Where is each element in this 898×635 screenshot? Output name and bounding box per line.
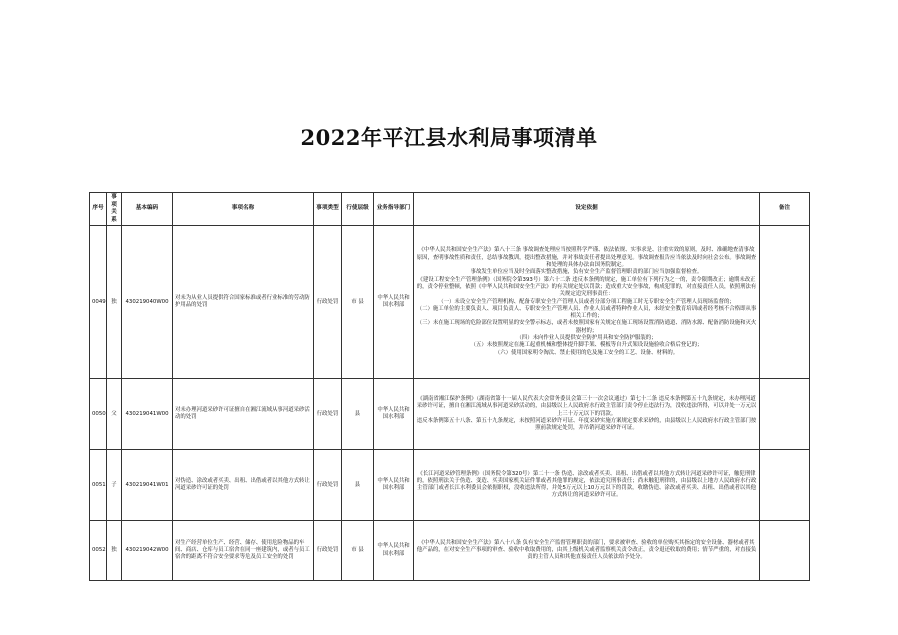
cell-code: 430219041W01 xyxy=(122,450,173,521)
cell-basis xyxy=(414,521,760,581)
basis-paragraph: （二）施工单位的主要负责人、项目负责人、专职安全生产管理人员、作业人员或者特种作业人员，未经安全教育培训或者经考核不合格即从事相关工作的； xyxy=(416,305,757,320)
table-header-row xyxy=(90,193,810,226)
cell-name: 对未为从业人员提供符合国家标准或者行业标准的劳动防护用品的处罚 xyxy=(173,226,314,379)
header-name: 事项名称 xyxy=(173,193,314,226)
cell-name: 对伪造、涂改或者买卖、出租、出借或者以其他方式转让河道采砂许可证的处罚 xyxy=(173,450,314,521)
basis-paragraph: （五）未按照规定在施工起重机械和整体提升脚手架、模板等自升式架设设施验收合格后登记的； xyxy=(470,342,703,349)
header-code: 基本编码 xyxy=(122,193,173,226)
basis-paragraph: （四）未向作业人员提供安全防护用具和安全防护服装的； xyxy=(516,335,657,342)
table-row xyxy=(90,379,810,450)
header-note: 备注 xyxy=(760,193,810,226)
cell-name: 对生产经营单位生产、经营、储存、使用危险物品的车间、商店、仓库与员工宿舍在同一座建筑内，或者与员工宿舍的距离不符合安全要求等危及员工安全的处罚 xyxy=(173,521,314,581)
cell-no: 0051 xyxy=(90,450,107,521)
basis-paragraph: 《中华人民共和国安全生产法》第八十三条 事故调查处理应当按照科学严谨、依法依规、实事求是、注重实效的原则，及时、准确地查清事故原因，查明事故性质和责任，总结事故教训，提出整改措施，并对事故责任者提出处理意见。事故调查报告应当依法及时向社会公布。事故调查和处理的具体办法由国务院制定。 xyxy=(416,247,757,269)
cell-note xyxy=(760,226,810,379)
page-title: 2022年平江县水利局事项清单 xyxy=(300,125,598,150)
cell-dept: 中华人民共和国水利部 xyxy=(374,379,414,450)
cell-level: 市 县 xyxy=(342,521,374,581)
cell-no: 0050 xyxy=(90,379,107,450)
basis-paragraph: 《建设工程安全生产管理条例》（国务院令第393号）第六十二条 违反本条例的规定，施工单位有下列行为之一的，责令限期改正；逾期未改正的，责令停业整顿，依照《中华人民共和国安全生产法》的有关规定处以罚款；造成重大安全事故，构成犯罪的，对直接责任人员，依照刑法有关规定追究刑事责任： xyxy=(416,276,757,298)
basis-paragraph: 《湖南省湘江保护条例》（湖南省第十一届人民代表大会常务委员会第三十一次会议通过）第七十二条 违反本条例第五十九条规定，未办理河道采砂许可证，擅自在湘江流域从事河道采砂活动的，由县级以上人民政府水行政主管部门责令停止违法行为，没收违法所得，可以并处一万元以上三十万元以下的罚款。 xyxy=(416,395,757,417)
cell-relation: 子 xyxy=(107,450,122,521)
cell-basis xyxy=(414,379,760,450)
cell-basis xyxy=(414,226,760,379)
basis-paragraph: （一）未设立安全生产管理机构、配备专职安全生产管理人员或者分部分项工程施工时无专职安全生产管理人员现场监督的； xyxy=(438,298,735,305)
cell-note xyxy=(760,521,810,581)
cell-no: 0052 xyxy=(90,521,107,581)
basis-paragraph: （六）使用国家明令淘汰、禁止使用的危及施工安全的工艺、设备、材料的。 xyxy=(494,349,679,356)
header-no: 序号 xyxy=(90,193,107,226)
cell-relation: 独 xyxy=(107,521,122,581)
cell-dept: 中华人民共和国水利部 xyxy=(374,521,414,581)
cell-code: 430219042W00 xyxy=(122,521,173,581)
header-level: 行使层级 xyxy=(342,193,374,226)
matter-table xyxy=(89,192,810,581)
cell-level: 县 xyxy=(342,450,374,521)
basis-paragraph: 违反本条例第五十八条、第五十九条规定，未按照河道采砂许可证、年度采砂实施方案规定要求采砂的，由县级以上人民政府水行政主管部门按照前款规定处罚，并吊销河道采砂许可证。 xyxy=(416,417,757,432)
basis-paragraph: 事故发生单位应当及时全面落实整改措施，负有安全生产监督管理职责的部门应当加强监督检查。 xyxy=(470,269,703,276)
table-row xyxy=(90,226,810,379)
cell-code: 430219041W00 xyxy=(122,379,173,450)
cell-level: 县 xyxy=(342,379,374,450)
cell-no: 0049 xyxy=(90,226,107,379)
basis-paragraph: （三）未在施工现场的危险部位设置明显的安全警示标志，或者未按照国家有关规定在施工现场设置消防通道、消防水源、配备消防设施和灭火器材的； xyxy=(416,320,757,334)
cell-dept: 中华人民共和国水利部 xyxy=(374,450,414,521)
cell-level: 市 县 xyxy=(342,226,374,379)
cell-note xyxy=(760,379,810,450)
cell-type: 行政处罚 xyxy=(314,521,342,581)
table-row xyxy=(90,450,810,521)
cell-relation: 独 xyxy=(107,226,122,379)
cell-type: 行政处罚 xyxy=(314,226,342,379)
cell-note xyxy=(760,450,810,521)
cell-type: 行政处罚 xyxy=(314,379,342,450)
cell-basis xyxy=(414,450,760,521)
header-dept: 业务指导部门 xyxy=(374,193,414,226)
header-relation: 事项关系 xyxy=(107,193,122,226)
cell-dept: 中华人民共和国水利部 xyxy=(374,226,414,379)
cell-type: 行政处罚 xyxy=(314,450,342,521)
basis-paragraph: 《长江河道采砂管理条例》（国务院令第320号）第二十一条 伪造、涂改或者买卖、出租、出借或者以其他方式转让河道采砂许可证，触犯刑律的，依照刑法关于伪造、变造、买卖国家机关证件罪或者其他罪的规定，依法追究刑事责任；尚未触犯刑律的，由县级以上地方人民政府水行政主管部门或者长江水利委员会依据职权，没收违法所得，并处5万元以上10万元以下的罚款，收缴伪造、涂改或者买卖、出租、出借或者以其他方式转让的河道采砂许可证。 xyxy=(416,470,757,499)
table-row xyxy=(90,521,810,581)
cell-code: 430219040W00 xyxy=(122,226,173,379)
header-type: 事项类型 xyxy=(314,193,342,226)
basis-paragraph: 《中华人民共和国安全生产法》第八十八条 负有安全生产监督管理职责的部门，要求被审查、验收的单位购买其指定的安全设备、器材或者其他产品的，在对安全生产事项的审查、验收中收取费用的，由其上级机关或者监察机关责令改正，责令退还收取的费用；情节严重的，对直接负责的主管人员和其他直接责任人员依法给予处分。 xyxy=(416,539,757,561)
cell-name: 对未办理河道采砂许可证擅自在湘江流域从事河道采砂活动的处罚 xyxy=(173,379,314,450)
cell-relation: 父 xyxy=(107,379,122,450)
header-basis: 设定依据 xyxy=(414,193,760,226)
